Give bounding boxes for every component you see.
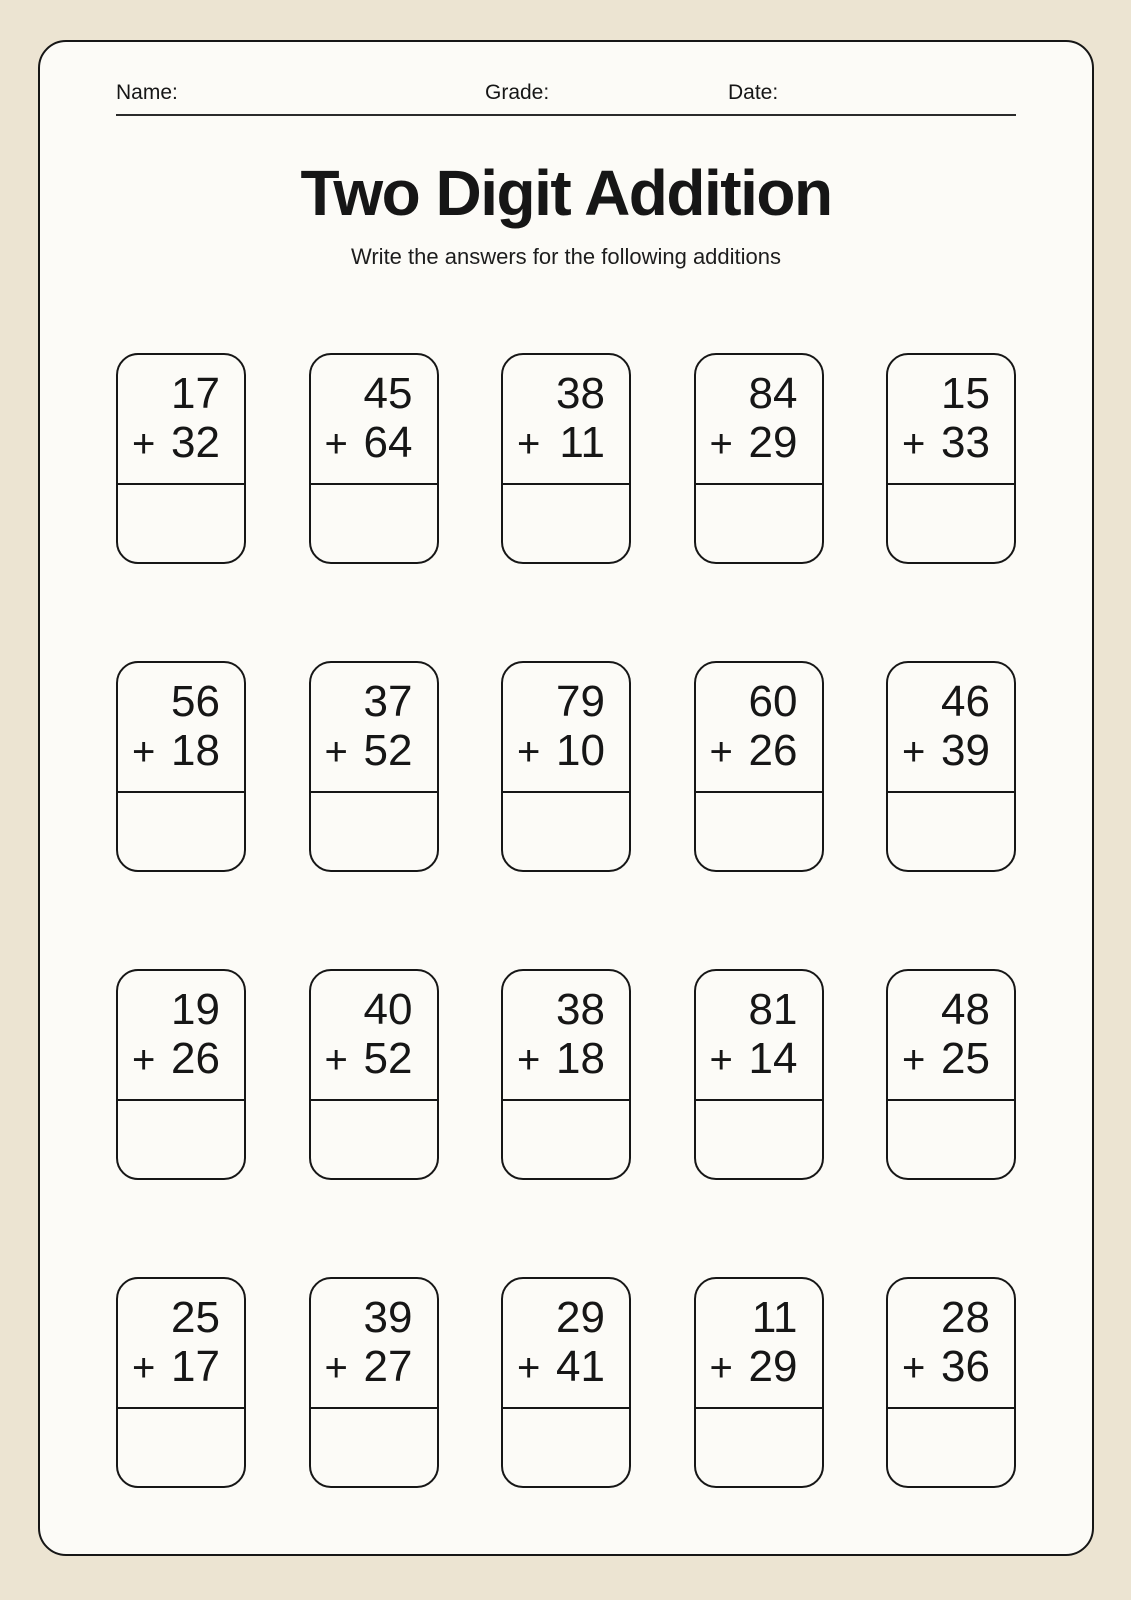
answer-space [503,485,629,563]
problem-card [501,353,631,564]
problem-card [694,353,824,564]
problem-operands [696,663,822,793]
problem-operands [311,355,437,485]
answer-space [503,793,629,871]
problem-card [886,661,1016,872]
problem-card [501,1277,631,1488]
problem-operands [311,1279,437,1409]
addend-bottom: 52 [363,726,413,775]
addend-bottom: 41 [556,1342,605,1391]
addend-bottom: 18 [556,1034,605,1083]
plus-operator: + [709,1346,733,1390]
problem-card [309,1277,439,1488]
plus-operator: + [902,422,926,466]
addend-top: 84 [748,369,798,418]
problem-card [116,661,246,872]
addend-bottom: 14 [748,1034,798,1083]
plus-operator: + [324,1346,348,1390]
problem-operands [118,971,244,1101]
plus-operator: + [517,730,541,774]
plus-operator: + [324,422,348,466]
addend-bottom: 26 [748,726,798,775]
plus-operator: + [709,1038,733,1082]
addend-bottom: 25 [941,1034,990,1083]
problem-card [694,969,824,1180]
addend-bottom: 33 [941,418,990,467]
answer-space [888,485,1014,563]
addend-bottom: 52 [363,1034,413,1083]
addend-top: 15 [941,369,990,418]
problem-card [886,969,1016,1180]
addend-top: 56 [171,677,220,726]
date-label: Date: [728,81,779,104]
plus-operator: + [709,422,733,466]
plus-operator: + [132,730,156,774]
problem-operands [311,663,437,793]
addend-bottom: 17 [171,1342,220,1391]
answer-space [696,485,822,563]
answer-space [118,793,244,871]
problem-operands [503,355,629,485]
problem-operands [118,663,244,793]
page-subtitle: Write the answers for the following additions [350,244,782,269]
grade-label: Grade: [485,81,550,104]
plus-operator: + [132,422,156,466]
answer-space [311,485,437,563]
answer-space [311,1101,437,1179]
problem-operands [888,663,1014,793]
plus-operator: + [902,730,926,774]
answer-space [118,485,244,563]
problem-operands [696,1279,822,1409]
plus-operator: + [902,1038,926,1082]
problem-operands [503,971,629,1101]
problems-grid [116,353,1016,1488]
plus-operator: + [324,730,348,774]
answer-space [888,1409,1014,1487]
answer-space [888,793,1014,871]
answer-space [311,1409,437,1487]
problem-card [886,1277,1016,1488]
problem-operands [888,971,1014,1101]
addend-bottom: 29 [748,418,798,467]
problem-operands [503,1279,629,1409]
problem-operands [118,1279,244,1409]
problem-operands [888,355,1014,485]
problem-card [309,969,439,1180]
addend-top: 38 [556,369,605,418]
problem-card [116,353,246,564]
plus-operator: + [902,1346,926,1390]
addend-top: 79 [556,677,605,726]
problem-operands [311,971,437,1101]
answer-space [696,793,822,871]
addend-top: 28 [941,1293,990,1342]
plus-operator: + [517,422,541,466]
plus-operator: + [132,1346,156,1390]
problem-card [694,1277,824,1488]
answer-space [503,1409,629,1487]
addend-top: 11 [751,1293,798,1342]
addend-top: 17 [171,369,220,418]
answer-space [503,1101,629,1179]
problem-card [886,353,1016,564]
answer-space [888,1101,1014,1179]
plus-operator: + [132,1038,156,1082]
addend-bottom: 29 [748,1342,798,1391]
header-underline [116,114,1016,116]
answer-space [696,1409,822,1487]
plus-operator: + [709,730,733,774]
problem-card [501,661,631,872]
problem-card [116,969,246,1180]
addend-top: 25 [171,1293,220,1342]
addend-bottom: 64 [363,418,413,467]
problem-card [116,1277,246,1488]
problem-card [309,353,439,564]
problem-operands [118,355,244,485]
problem-card [694,661,824,872]
addend-bottom: 39 [941,726,990,775]
addend-top: 46 [941,677,990,726]
page-title: Two Digit Addition [300,157,832,229]
plus-operator: + [517,1038,541,1082]
plus-operator: + [517,1346,541,1390]
addend-top: 38 [556,985,605,1034]
addend-bottom: 26 [171,1034,220,1083]
addend-bottom: 27 [363,1342,413,1391]
problem-operands [503,663,629,793]
answer-space [118,1101,244,1179]
answer-space [311,793,437,871]
addend-top: 48 [941,985,990,1034]
addend-bottom: 11 [559,418,605,467]
addend-top: 60 [748,677,798,726]
worksheet-page [38,40,1094,1556]
plus-operator: + [324,1038,348,1082]
addend-bottom: 32 [171,418,220,467]
addend-bottom: 18 [171,726,220,775]
problem-card [309,661,439,872]
addend-bottom: 10 [556,726,605,775]
answer-space [696,1101,822,1179]
name-label: Name: [116,81,178,104]
addend-top: 39 [363,1293,413,1342]
problem-operands [888,1279,1014,1409]
header-fields [116,80,1016,106]
problem-operands [696,971,822,1101]
problem-operands [696,355,822,485]
addend-top: 37 [363,677,413,726]
problem-card [501,969,631,1180]
addend-top: 29 [556,1293,605,1342]
addend-top: 40 [363,985,413,1034]
addend-bottom: 36 [941,1342,990,1391]
addend-top: 45 [363,369,413,418]
addend-top: 81 [748,985,798,1034]
answer-space [118,1409,244,1487]
addend-top: 19 [171,985,220,1034]
